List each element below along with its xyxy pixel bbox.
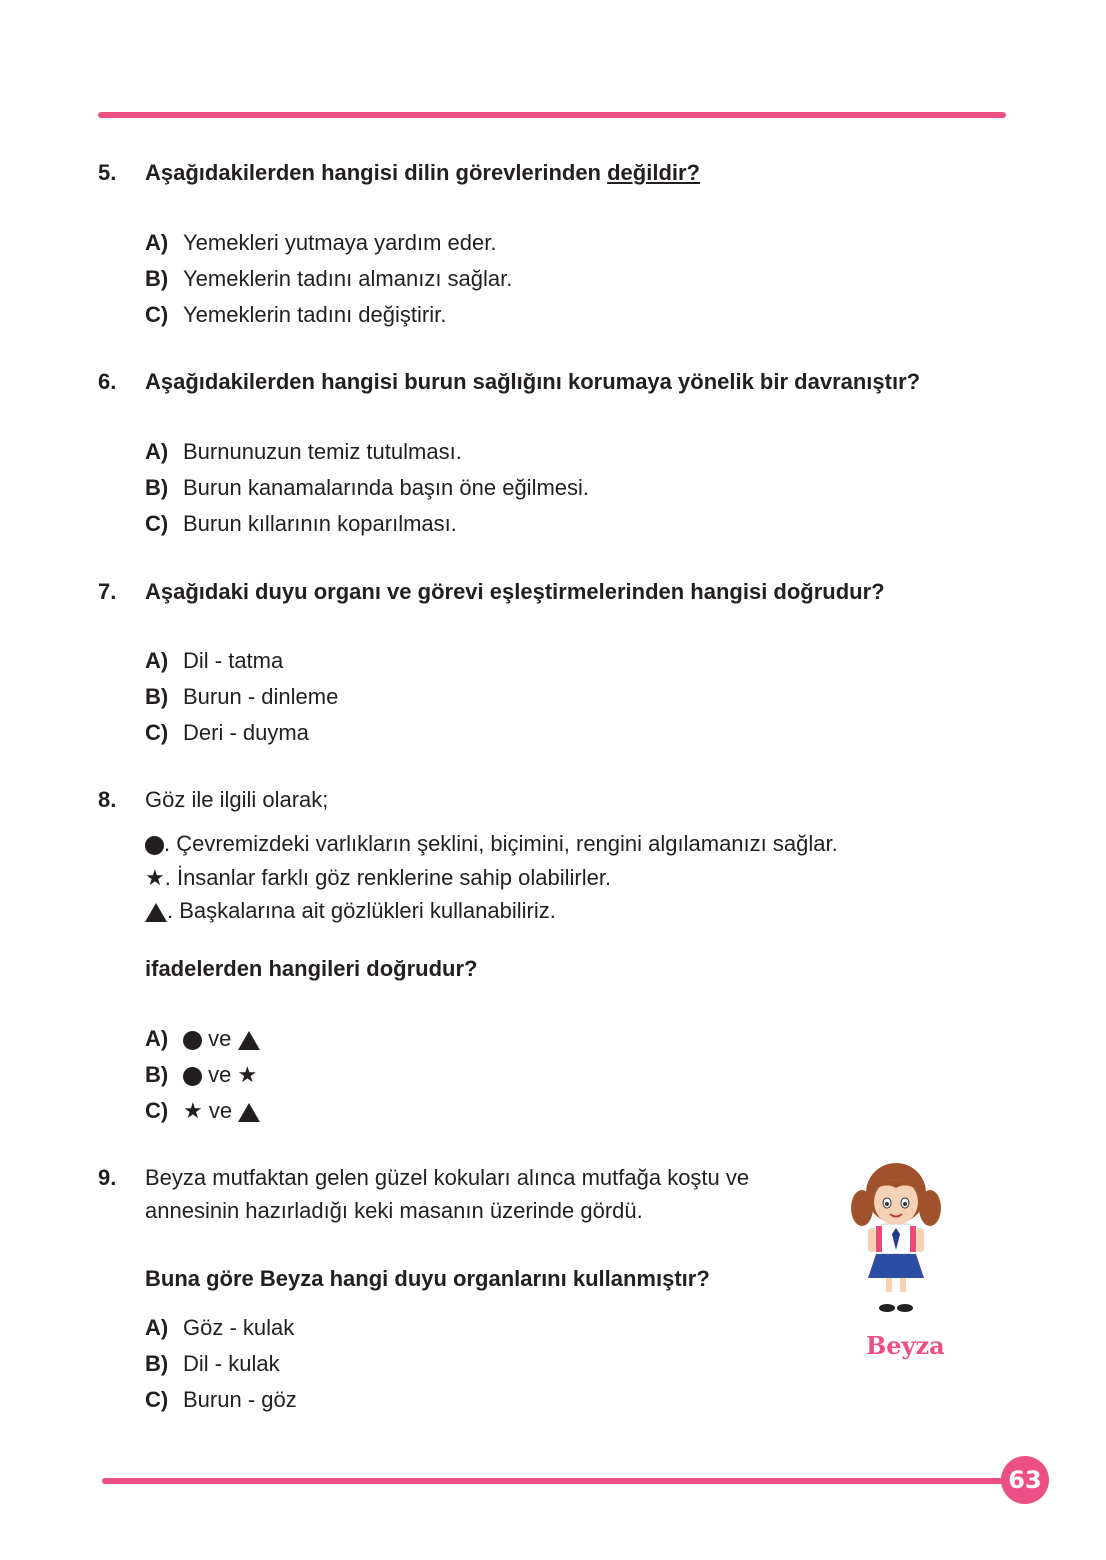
circle-icon	[183, 1031, 202, 1050]
statement-triangle	[145, 898, 556, 924]
option-letter: B)	[145, 266, 169, 291]
option-text: Göz - kulak	[183, 1315, 295, 1340]
option-letter: A)	[145, 439, 169, 464]
star-icon: ★	[237, 1062, 258, 1087]
statement-text: . Başkalarına ait gözlükleri kullanabiliriz.	[167, 898, 556, 923]
statement-circle	[145, 831, 838, 857]
option-letter: A)	[145, 1026, 169, 1051]
option-letter: B)	[145, 684, 169, 709]
option-text: Burun - göz	[183, 1387, 297, 1412]
question-7-text: Aşağıdaki duyu organı ve görevi eşleştirmelerinden hangisi doğrudur?	[145, 579, 885, 604]
option-text: Burun - dinleme	[183, 684, 339, 709]
question-6-option-a[interactable]	[145, 439, 462, 465]
option-letter: C)	[145, 720, 169, 745]
question-7-number: 7.	[98, 579, 117, 604]
statement-text: . İnsanlar farklı göz renklerine sahip olabilirler.	[164, 865, 612, 890]
option-text: Yemeklerin tadını değiştirir.	[183, 302, 447, 327]
option-connector: ve	[208, 1062, 232, 1087]
option-letter: A)	[145, 230, 169, 255]
question-7-option-b[interactable]	[145, 684, 338, 710]
option-letter: C)	[145, 302, 169, 327]
option-letter: C)	[145, 1098, 169, 1123]
question-6-text: Aşağıdakilerden hangisi burun sağlığını korumaya yönelik bir davranıştır?	[145, 369, 921, 394]
option-letter: B)	[145, 1351, 169, 1376]
question-5-text	[145, 160, 700, 186]
option-text: Deri - duyma	[183, 720, 309, 745]
circle-icon	[145, 836, 164, 855]
question-5-text-main: Aşağıdakilerden hangisi dilin görevlerinden	[145, 160, 608, 185]
option-letter: A)	[145, 648, 169, 673]
star-icon: ★	[145, 865, 165, 890]
option-letter: C)	[145, 511, 169, 536]
option-letter: B)	[145, 1062, 169, 1087]
option-letter: A)	[145, 1315, 169, 1340]
bottom-divider	[102, 1478, 1012, 1484]
question-7-option-a[interactable]	[145, 648, 283, 674]
question-9-option-b[interactable]	[145, 1351, 280, 1377]
star-icon: ★	[183, 1098, 203, 1123]
option-text: Burun kanamalarında başın öne eğilmesi.	[183, 475, 590, 500]
question-5-number: 5.	[98, 160, 117, 185]
option-text: Yemeklerin tadını almanızı sağlar.	[183, 266, 513, 291]
question-6-number: 6.	[98, 369, 117, 394]
triangle-icon	[238, 1103, 260, 1122]
top-divider	[98, 112, 1006, 118]
question-9-prompt: Buna göre Beyza hangi duyu organlarını kullanmıştır?	[145, 1266, 710, 1291]
option-text: Yemekleri yutmaya yardım eder.	[183, 230, 497, 255]
question-8-option-c[interactable]	[145, 1098, 260, 1124]
question-6-option-c[interactable]	[145, 511, 457, 537]
circle-icon	[183, 1067, 202, 1086]
question-8-option-a[interactable]	[145, 1026, 260, 1052]
option-connector: ve	[208, 1026, 232, 1051]
question-9-option-c[interactable]	[145, 1387, 297, 1413]
question-5-text-emphasis: değildir?	[607, 160, 700, 185]
question-5-option-b[interactable]	[145, 266, 512, 292]
question-5-option-a[interactable]	[145, 230, 496, 256]
question-6-option-b[interactable]	[145, 475, 589, 501]
question-8-option-b[interactable]	[145, 1062, 257, 1088]
option-connector: ve	[208, 1098, 233, 1123]
question-5-option-c[interactable]	[145, 302, 446, 328]
question-8-number: 8.	[98, 787, 117, 812]
question-9-text-line1: Beyza mutfaktan gelen güzel kokuları alınca mutfağa koştu ve	[145, 1165, 750, 1190]
question-9-option-a[interactable]	[145, 1315, 294, 1341]
statement-text: . Çevremizdeki varlıkların şeklini, biçimini, rengini algılamanızı sağlar.	[164, 831, 838, 856]
page-number-badge: 63	[1001, 1456, 1049, 1504]
question-9-number: 9.	[98, 1165, 117, 1190]
question-7-option-c[interactable]	[145, 720, 309, 746]
triangle-icon	[238, 1031, 260, 1050]
statement-star	[145, 865, 611, 891]
option-text: Dil - tatma	[183, 648, 284, 673]
character-name-label: Beyza	[866, 1331, 945, 1360]
question-8-prompt: ifadelerden hangileri doğrudur?	[145, 956, 478, 981]
option-letter: B)	[145, 475, 169, 500]
option-text: Dil - kulak	[183, 1351, 280, 1376]
question-8-intro: Göz ile ilgili olarak;	[145, 787, 329, 812]
option-text: Burnunuzun temiz tutulması.	[183, 439, 462, 464]
option-letter: C)	[145, 1387, 169, 1412]
triangle-icon	[145, 903, 167, 922]
girl-illustration-icon	[846, 1158, 946, 1328]
question-9-text-line2: annesinin hazırladığı keki masanın üzerinde gördü.	[145, 1198, 643, 1223]
option-text: Burun kıllarının koparılması.	[183, 511, 457, 536]
